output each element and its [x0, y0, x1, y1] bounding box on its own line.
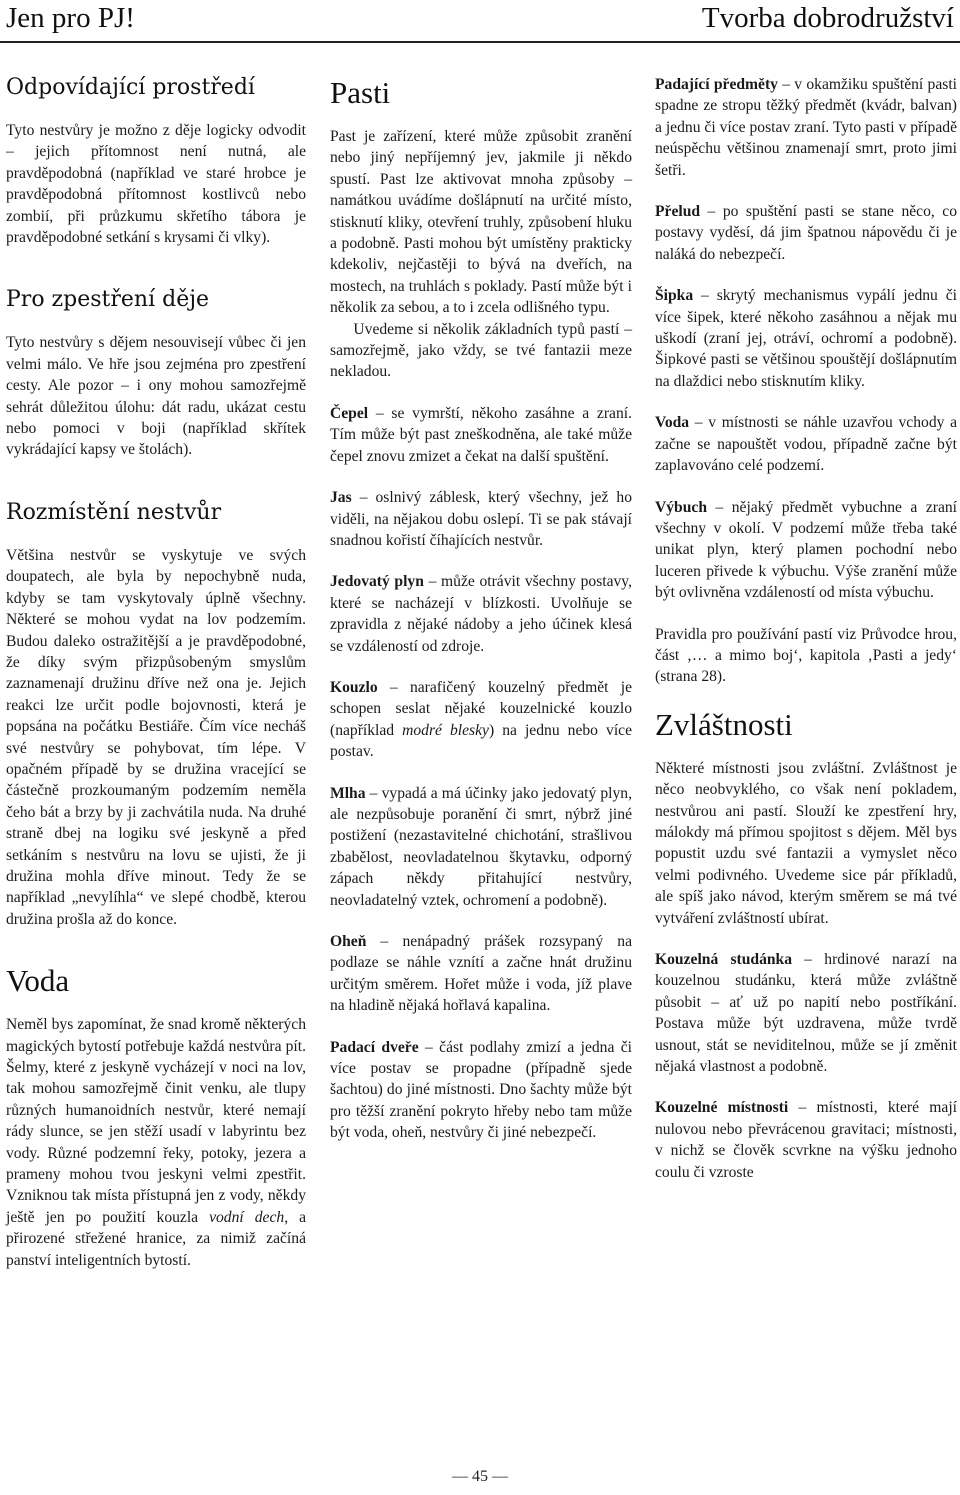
trap-water [655, 412, 957, 476]
header-rule [0, 41, 960, 43]
column-3 [655, 74, 957, 1183]
trap-gas-text: – může otrávit všechny postavy, které se nacházejí v blízkosti. Uvolňuje se zpravidla z nějaké nádoby a jeho účinek klesá se vzdáleností od zdroje. [330, 573, 632, 655]
trap-illusion-text: – po spuštění pasti se stane něco, co postavy vyděsí, dá jim špatnou nápovědu či je naláká do nebezpečí. [655, 203, 957, 263]
trap-fog-label: Mlha [330, 784, 366, 802]
trap-arrow [655, 285, 957, 392]
header-title-right: Tvorba dobrodružství [701, 2, 954, 34]
para-environment: Tyto nestvůry je možno z děje logicky odvodit – jejich přítomnost není nutná, ale pravděpodobná (například ve staré hrobce je pravděpodobná přítomnost kostlivců nebo zombií, při průzkumu skřetího tábora je pravděpodobné setkání s krysami či vlky). [6, 122, 306, 247]
trap-falling [655, 74, 957, 181]
heading-specialties: Zvláštnosti [655, 706, 793, 742]
para-traps-intro: Past je zařízení, které může způsobit zranění nebo jiný nepříjemný jev, jakmile ji někdo spustí. Past lze aktivovat mnoha způsoby – namátkou uvádíme došlápnutí na určité místo, stisknutí kliky, otevření truhly, způsobení hluku a podobně. Pasti mohou být umístěny prakticky kdekoliv, nejčastěji to bývá na dveřích, na mostech, na truhlách s poklady. Pastí může být i několik za sebou, a to i zcela odlišného typu. [330, 128, 632, 317]
trap-arrow-text: – skrytý mechanismus vypálí jednu či více šipek, které někoho zasáhnou a nějak mu uškodí (zraní jej, otráví, ochromí a podobně). Šipkové pasti se většinou spouštějí došlápnutím na dlaždici nebo stisknutím kliky. [655, 287, 957, 390]
trap-falling-label: Padající předměty [655, 76, 778, 93]
trap-blade-text: – se vymrští, někoho zasáhne a zraní. Tím může být past zneškodněna, ale také může čepel znovu zmizet a čekat na další spuštění. [330, 404, 632, 465]
para-traps-intro-2: Uvedeme si několik základních typů pastí – samozřejmě, jako vždy, se tvé fantazii meze nekladou. [330, 320, 632, 381]
trap-illusion [655, 201, 957, 265]
trap-gas [330, 571, 632, 657]
special-rooms-label: Kouzelné místnosti [655, 1099, 789, 1117]
trap-fog [330, 783, 632, 911]
para-placement: Většina nestvůr se vyskytuje ve svých doupatech, ale byla by nepochybně nuda, kdyby se tam vyskytovaly úplně všechny. Některé se mohou vydat na lov podzemím. Budou daleko ostražitější a je pravděpodobné, že díky svým přizpůsobeným smyslům zaznamenají družinu dříve než ona je. Jejich reakci lze určit podle bojovnosti, která je popsána na počátku Bestiáře. Čím více necháš své nestvůry se pohybovat, tím lépe. V opačném případě by se družina vracející se částečně prozkoumaným podzemím neměla čeho bát a brzy by ji zachvátila nuda. Na druhé straně dbej na logiku své jeskyně a před setkáním s nestvůru na lovu se ujisti, že ji družina mohla dříve minout. Tedy že se například „nevylíhla“ ve slepé chodbě, kterou družina prošla až do konce. [6, 546, 306, 928]
para-water [6, 1014, 306, 1271]
heading-environment: Odpovídající prostředí [6, 75, 255, 100]
heading-water: Voda [6, 963, 70, 999]
trap-illusion-label: Přelud [655, 203, 701, 221]
column-1 [6, 74, 306, 1271]
trap-flash-label: Jas [330, 489, 352, 507]
page-number: — 45 — [452, 1468, 508, 1485]
trap-spell-text-a: – narafičený kouzelný předmět je schopen seslat nějaké kouzelnické kouzlo (například [330, 678, 632, 739]
para-spice: Tyto nestvůry s dějem nesouvisejí vůbec či jen velmi málo. Ve hře jsou zejména pro zpestření cesty. Ale pozor – i ony mohou samozřejmě sehrát důležitou úlohu: dát radu, ukázat cestu nebo pomoci v boji (například skřítek vykrádající kapsy ve štolách). [6, 334, 306, 459]
trap-trapdoor-text: – část podlahy zmizí a jedna či více postav se propadne (případně sjede šachtou) do jiné místnosti. Dno šachty může být pro těžší zranění pokryto hřeby nebo tam může být voda, oheň, nestvůry či jiné nebezpečí. [330, 1038, 632, 1142]
trap-trapdoor [330, 1037, 632, 1144]
special-rooms [655, 1097, 957, 1183]
para-water-text-a: Neměl bys zapomínat, že snad kromě některých magických bytostí potřebuje každá nestvůra pít. Šelmy, které z jeskyně vycházejí v noci na lov, tak mohou samozřejmě činit venku, ale tlupy různých humanoidních nestvůr, které nemají rády slunce, se jen stěží usadí v labyrintu bez vody. Různé podzemní řeky, potoky, jezera a prameny mohou tvou jeskyni velmi zpestřit. Vzniknou tak místa přístupná jen z vody, někdy ještě jen po použití kouzla [6, 1016, 306, 1226]
trap-water-text: – v místnosti se náhle uzavřou vchody a začne se napouštět vodou, případně začne být zaplavováno celé podzemí. [655, 414, 957, 475]
trap-spell-italic: modré blesky [402, 721, 489, 739]
special-well-label: Kouzelná studánka [655, 951, 793, 968]
trap-spell [330, 677, 632, 763]
trap-flash-text: – oslnivý záblesk, který všechny, jež ho viděli, na nějakou dobu oslepí. Ti se pak stávají snadnou kořistí číhajících nestvůr. [330, 489, 632, 549]
para-water-text-b: , a přirozené střežené hranice, za nimiž začíná panství inteligentních bytostí. [6, 1208, 307, 1269]
trap-water-label: Voda [655, 414, 690, 432]
column-2 [330, 74, 632, 1144]
heading-placement: Rozmístění nestvůr [6, 499, 222, 525]
special-rooms-text: – místnosti, které mají nulovou nebo převrácenou gravitaci; místnosti, v nichž se člověk scvrkne na výšku jednoho coulu či vzroste [655, 1099, 957, 1181]
trap-blast-text: – nějaký předmět vybuchne a zraní všechny v okolí. V podzemí může třeba také unikat plyn, který plamen pochodní nebo luceren přivede k výbuchu. Výše zranění může být ovlivněna vzdáleností od místa výbuchu. [655, 498, 957, 602]
para-rules-reference: Pravidla pro používání pastí viz Průvodce hrou, část ‚… a mimo boj‘, kapitola ‚Pasti a jedy‘ (strana 28). [655, 625, 957, 686]
trap-fog-text: – vypadá a má účinky jako jedovatý plyn, ale nezpůsobuje poranění či smrt, nýbrž jiné postižení (nezastavitelné chichotání, strašlivou zbabělost, neovladatelnou škytavku, odporný zápach někdy přitahující nestvůry, neovladatelný vztek, ochromení a podobně). [330, 784, 632, 909]
header-title-left: Jen pro PJ! [6, 2, 135, 34]
trap-blade-label: Čepel [330, 404, 369, 422]
trap-gas-label: Jedovatý plyn [330, 573, 424, 591]
trap-fire-label: Oheň [330, 933, 367, 950]
trap-spell-text-b: ) na jednu nebo více postav. [330, 721, 632, 761]
trap-blast-label: Výbuch [655, 498, 707, 516]
trap-trapdoor-label: Padací dveře [330, 1038, 419, 1056]
heading-traps: Pasti [330, 75, 391, 110]
trap-spell-label: Kouzlo [330, 678, 378, 696]
trap-fire [330, 931, 632, 1017]
trap-falling-text: – v okamžiku spuštění pasti spadne ze stropu těžký předmět (kvádr, balvan) a jednu či více postav zraní. Tyto pasti v případě neúspěchu většinou znamenají smrt, proto jimi šetři. [655, 76, 957, 179]
para-specialties: Některé místnosti jsou zvláštní. Zvláštnost je něco neobvyklého, co však není pokladem, nestvůrou ani pastí. Slouží ke zpestření hry, málokdy má přímou spojitost s dějem. Měl bys popustit uzdu své fantazii a vymyslet něco velmi podivného. Uvedeme sice pár příkladů, ale spíš jako návod, kterým směrem se má tvé vytváření zvláštností ubírat. [655, 759, 957, 927]
trap-arrow-label: Šipka [655, 287, 694, 305]
trap-blast [655, 497, 957, 604]
special-well [655, 949, 957, 1077]
para-water-italic: vodní dech [209, 1208, 285, 1226]
heading-spice: Pro zpestření děje [6, 287, 210, 313]
special-well-text: – hrdinové narazí na kouzelnou studánku, která může zvláštně působit – ať už po napití nebo postříkání. Postava může být uzdravena, může tvrdě usnout, stát se neviditelnou, může se jí změnit nějaká vlastnost a podobně. [655, 951, 957, 1076]
trap-blade [330, 403, 632, 467]
trap-flash [330, 487, 632, 551]
trap-fire-text: – nenápadný prášek rozsypaný na podlaze se náhle vznítí a začne hnát družinu určitým směrem. Hořet může i voda, jíž plave na hladině nějaká hořlavá kapalina. [330, 933, 632, 1015]
